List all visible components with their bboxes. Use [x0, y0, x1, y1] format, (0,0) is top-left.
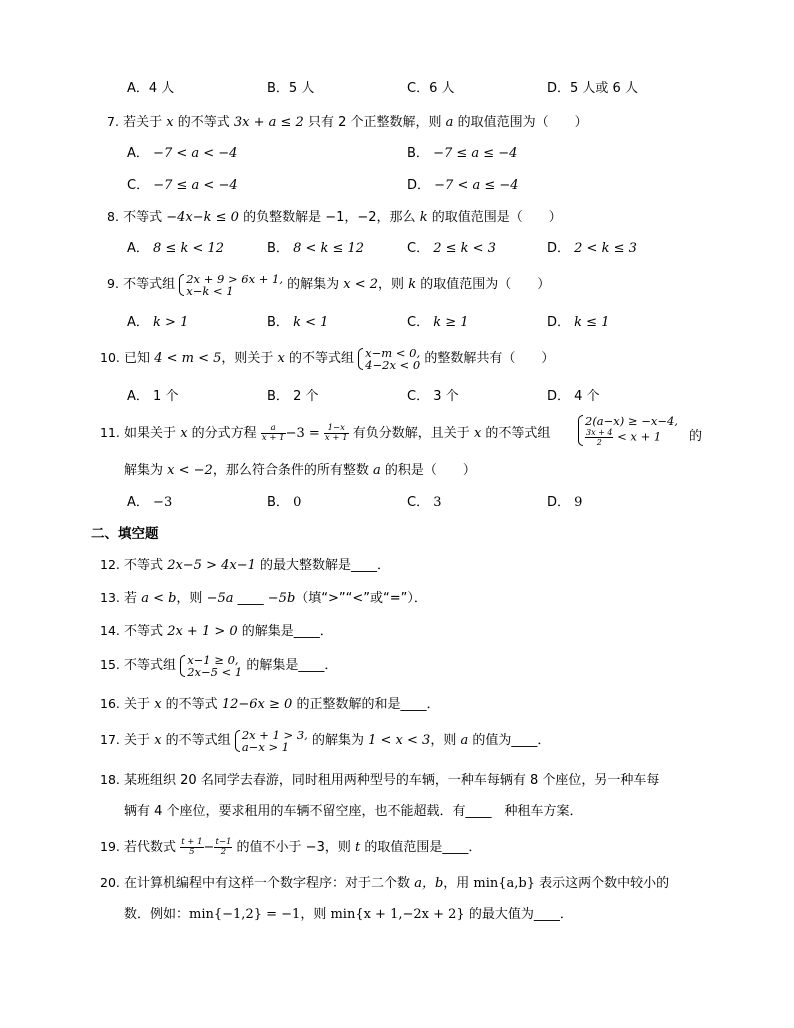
q10-text: 已知: [124, 351, 151, 366]
q15-stem: [100, 650, 794, 681]
q8-text: 的负整数解是 −1，−2，那么: [243, 210, 416, 225]
q6-option-c: C．6 人: [407, 81, 455, 96]
q19-text: 的值不小于 −3，则: [236, 840, 351, 855]
q7-option-a: A． −7 < a < −4: [127, 146, 238, 161]
q11-option-b: B． 0: [267, 495, 302, 510]
q11-var: x: [180, 426, 188, 441]
q20-min-expr: min{x + 1,−2x + 2}: [330, 907, 465, 922]
q14-inequality: 2x + 1 > 0: [167, 624, 238, 639]
q11-option-c: C． 3: [407, 495, 442, 510]
q8-option-b: B． 8 < k ≤ 12: [267, 241, 365, 256]
q8-option-a: A． 8 ≤ k < 12: [127, 241, 225, 256]
q15-number: 15.: [100, 657, 120, 672]
q10-var: x: [277, 351, 285, 366]
q20-number: 20.: [100, 875, 120, 890]
q9-option-d: D． k ≤ 1: [547, 315, 610, 330]
q19-text: 的取值范围是____．: [364, 840, 482, 855]
q18-line2: 辆有 4 个座位，要求租用的车辆不留空座，也不能超载．有____ 种租车方案．: [124, 804, 583, 819]
q13-condition: a < b: [141, 591, 177, 606]
q9-text: 不等式组: [123, 277, 176, 292]
q18-text: 某班组织 20 名同学去春游，同时租用两种型号的车辆，一种车每辆有 8 个座位，另一种车每: [124, 773, 660, 788]
q17-text: ，则: [430, 733, 457, 748]
q8-inequality: −4x−k ≤ 0: [166, 210, 239, 225]
q16-inequality: 12−6x ≥ 0: [221, 697, 293, 712]
q12-text: 的最大整数解是____．: [260, 558, 391, 573]
q10-option-a: A． 1 个: [127, 389, 179, 404]
q13-expr: −5a: [206, 591, 234, 606]
q17-stem: [100, 725, 794, 756]
q9-condition: x < 2: [343, 277, 379, 292]
q9-system: 2x + 9 > 6x + 1, x−k < 1: [179, 273, 283, 297]
q18-line1: [100, 771, 794, 790]
q20-text: 表示这两个数中较小的: [539, 876, 670, 891]
q11-fraction-2: $\frac{1-x}{x + 1}$: [324, 423, 348, 443]
q8-option-c: C． 2 ≤ k < 3: [407, 241, 496, 256]
q10-number: 10.: [100, 350, 120, 365]
q13-expr: −5b: [267, 591, 296, 606]
q17-var: x: [154, 733, 162, 748]
q8-var: k: [419, 210, 428, 225]
q16-stem: [100, 695, 794, 714]
q10-text: 的整数解共有（ ）: [424, 351, 555, 366]
q7-text: 若关于: [123, 115, 163, 130]
q14-text: 的解集是____．: [241, 624, 333, 639]
q8-number: 8.: [107, 209, 119, 224]
q14-text: 不等式: [124, 624, 164, 639]
q9-option-c: C． k ≥ 1: [407, 315, 469, 330]
q9-option-a: A． k > 1: [127, 315, 189, 330]
q10-text: 的不等式组: [289, 351, 355, 366]
q10-text: ，则关于: [221, 351, 274, 366]
q7-text: 的不等式: [177, 115, 230, 130]
q14-number: 14.: [100, 623, 120, 638]
q10-system: x−m < 0, 4−2x < 0: [358, 347, 420, 371]
q16-var: x: [154, 697, 162, 712]
q10-option-b: B． 2 个: [267, 389, 319, 404]
q12-inequality: 2x−5 > 4x−1: [167, 558, 256, 573]
q9-text: 的取值范围为（ ）: [420, 277, 551, 292]
q11-text-tail: 的: [689, 429, 703, 444]
q7-inequality: 3x + a ≤ 2: [233, 115, 304, 130]
q8-option-d: D． 2 < k ≤ 3: [547, 241, 637, 256]
q12-text: 不等式: [124, 558, 164, 573]
q9-text: ，则: [378, 277, 405, 292]
q20-example: min{−1,2} = −1: [189, 907, 301, 922]
q11-var: x: [473, 426, 482, 441]
q16-text: 的不等式: [165, 697, 218, 712]
q6-option-b: B．5 人: [267, 81, 315, 96]
q7-var: a: [445, 115, 454, 130]
q19-fraction-2: $\frac{t-1}{2}$: [215, 837, 232, 857]
q12-number: 12.: [100, 557, 120, 572]
q11-fraction-1: $\frac{a}{x + 1}$: [261, 423, 285, 443]
q20-text: ，则: [300, 907, 327, 922]
q11-system: 2(a−x) ≥ −x−4, $\frac{3x + 4}{2}$ < x + 1: [578, 414, 678, 447]
q14-stem: [100, 622, 794, 641]
q20-text: 的最大值为____．: [468, 907, 573, 922]
q17-text: 关于: [124, 733, 151, 748]
q13-text: （填“>”“<”或“=”）．: [295, 591, 427, 606]
q11-stem-line2: [124, 462, 794, 480]
q10-stem: [100, 344, 794, 373]
q11-text: ，那么符合条件的所有整数: [212, 463, 369, 478]
q17-system: 2x + 1 > 3, a−x > 1: [235, 729, 308, 753]
q9-text: 的解集为: [287, 277, 340, 292]
q20-text: 在计算机编程中有这样一个数字程序：对于二个数: [124, 876, 411, 891]
q20-text: 数．例如：: [124, 907, 190, 922]
q9-number: 9.: [107, 276, 119, 291]
q11-text: 的不等式组: [485, 426, 551, 441]
q11-text: 的分式方程: [191, 426, 257, 441]
q19-text: 若代数式: [124, 840, 177, 855]
q7-text: 只有 2 个正整数解，则: [307, 115, 442, 130]
q9-stem: [107, 270, 794, 299]
q20-vars: a，b: [414, 876, 444, 891]
q12-stem: [100, 556, 794, 575]
q16-number: 16.: [100, 696, 120, 711]
q15-text: 的解集是____．: [246, 658, 338, 673]
q11-text: 如果关于: [124, 426, 177, 441]
q19-minus: −: [203, 840, 215, 855]
q20-line2: [124, 906, 794, 924]
q9-var: k: [408, 277, 417, 292]
q20-min-expr: min{a,b}: [473, 876, 536, 891]
q7-var: x: [166, 115, 174, 130]
q17-text: 的不等式组: [165, 733, 231, 748]
section-title-fill-blank: 二、填空题: [91, 526, 159, 542]
q13-blank[interactable]: ____: [237, 591, 264, 606]
q19-number: 19.: [100, 839, 120, 854]
q10-option-c: C． 3 个: [407, 389, 459, 404]
q8-stem: [107, 208, 794, 227]
q11-condition: x < −2: [167, 463, 213, 478]
q11-var: a: [372, 463, 381, 478]
q13-text: 若: [124, 591, 138, 606]
q19-stem: [100, 834, 794, 861]
q9-option-b: B． k < 1: [267, 315, 329, 330]
q11-option-a: A． −3: [127, 495, 173, 510]
q11-text: 的积是（ ）: [384, 463, 476, 478]
q16-text: 的正整数解的和是____．: [296, 697, 440, 712]
q19-fraction-1: $\frac{t + 1}{5}$: [181, 837, 203, 857]
q17-text: 的解集为: [311, 733, 364, 748]
q17-var: a: [460, 733, 469, 748]
q16-text: 关于: [124, 697, 151, 712]
q7-option-b: B． −7 ≤ a ≤ −4: [407, 146, 518, 161]
q19-var: t: [354, 840, 361, 855]
q7-option-c: C． −7 ≤ a < −4: [127, 178, 238, 193]
q7-stem: [107, 113, 794, 132]
q17-text: 的值为____．: [472, 733, 551, 748]
q11-equation: −3 =: [285, 426, 320, 441]
q7-text: 的取值范围为（ ）: [457, 115, 588, 130]
q17-condition: 1 < x < 3: [368, 733, 431, 748]
q7-option-d: D． −7 < a ≤ −4: [407, 178, 519, 193]
q6-option-d: D．5 人或 6 人: [547, 81, 638, 96]
q11-number: 11.: [100, 425, 120, 440]
q11-option-d: D． 9: [547, 495, 583, 510]
q11-text: 有负分数解，且关于: [352, 426, 470, 441]
q13-number: 13.: [100, 590, 120, 605]
q10-option-d: D． 4 个: [547, 389, 600, 404]
q15-system: x−1 ≥ 0, 2x−5 < 1: [180, 654, 242, 678]
q8-text: 的取值范围是（ ）: [431, 210, 562, 225]
q17-number: 17.: [100, 732, 120, 747]
q8-text: 不等式: [123, 210, 163, 225]
q13-text: ，则: [176, 591, 203, 606]
q7-number: 7.: [107, 114, 119, 129]
q10-condition: 4 < m < 5: [154, 351, 222, 366]
q20-text: ，用: [443, 876, 470, 891]
q6-option-a: A．4 人: [127, 81, 175, 96]
q15-text: 不等式组: [124, 658, 177, 673]
q11-text: 解集为: [124, 463, 164, 478]
q20-line1: [100, 874, 794, 893]
q18-number: 18.: [100, 772, 120, 787]
q13-stem: [100, 589, 794, 608]
